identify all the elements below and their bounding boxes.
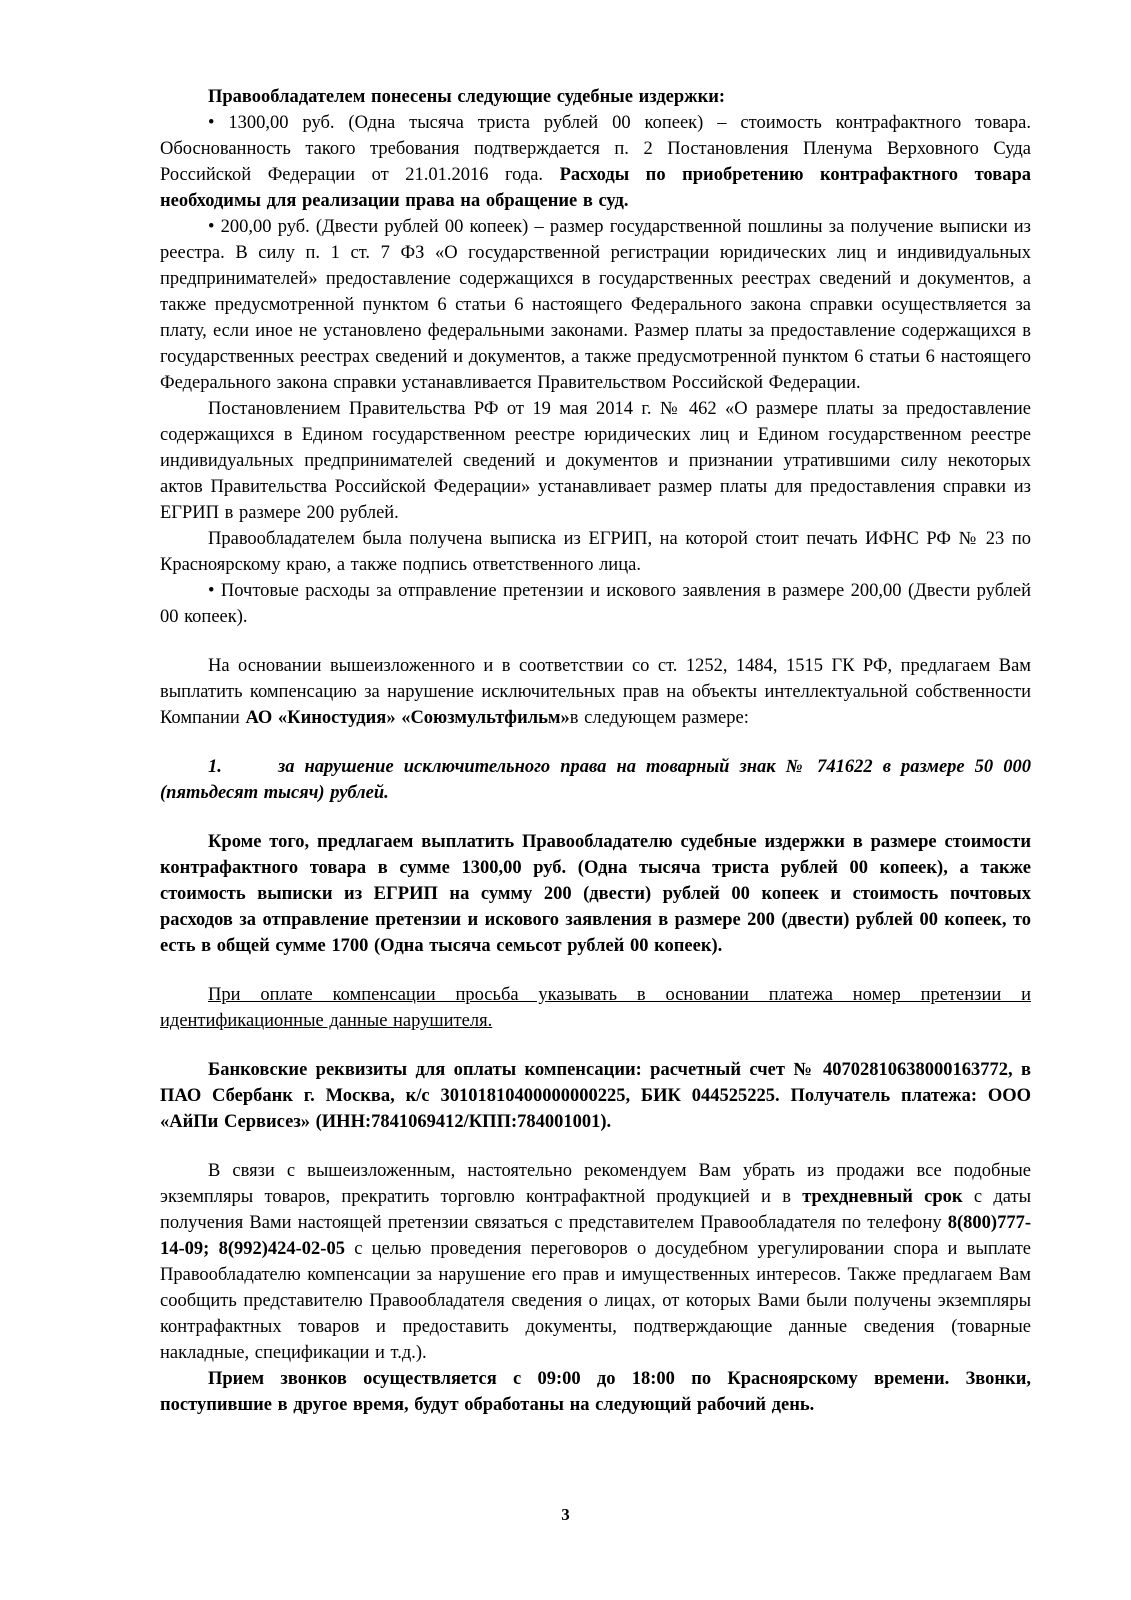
text-run: Правообладателем была получена выписка из ЕГРИП, на которой стоит печать ИФНС РФ № 23 по Красноярскому краю, а также подпись ответственного лица.: [160, 529, 1031, 575]
text-run: Прием звонков осуществляется с 09:00 до 18:00 по Красноярскому времени. Звонки, поступившие в другое время, будут обработаны на следующий рабочий день.: [160, 1369, 1031, 1415]
text-run: При оплате компенсации просьба указывать в основании платежа номер претензии и идентификационные данные нарушителя.: [160, 985, 1031, 1031]
paragraph-compensation-demand: [160, 653, 1031, 731]
text-run-bold: Расходы по приобретению контрафактного товара необходимы для реализации права на обращение в суд.: [160, 165, 1031, 211]
text-run: с даты получения Вами настоящей претензии связаться с представителем Правообладателя по телефону: [160, 1187, 1031, 1233]
text-run: • 1300,00 руб. (Одна тысяча триста рублей 00 копеек) – стоимость контрафактного товара. Обоснованность такого требования подтверждается п. 2 Постановления Пленума Верховного Суда Российской Федерации от 21.01.2016 года.: [160, 113, 1031, 185]
text-run: Банковские реквизиты для оплаты компенсации: расчетный счет № 40702810638000163772, в ПАО Сбербанк г. Москва, к/с 30101810400000000225, БИК 044525225. Получатель платежа: ООО «АйПи Сервисез» (ИНН:7841069412/КПП:784001001).: [160, 1060, 1031, 1132]
paragraph-payment-reference-note: [160, 982, 1031, 1034]
phone-numbers: 8(800)777-14-09; 8(992)424-02-05: [160, 1213, 1031, 1259]
paragraph-bullet-counterfeit-cost: [160, 110, 1031, 214]
paragraph-costs-heading: [160, 84, 1031, 110]
text-run: за нарушение исключительного права на товарный знак № 741622 в размере 50 000 (пятьдесят тысяч) рублей.: [160, 757, 1031, 803]
text-run: Кроме того, предлагаем выплатить Правообладателю судебные издержки в размере стоимости контрафактного товара в сумме 1300,00 руб. (Одна тысяча триста рублей 00 копеек), а также стоимость выписки из ЕГРИП на сумму 200 (двести) рублей 00 копеек и стоимость почтовых расходов за отправление претензии и искового заявления в размере 200 (двести) рублей 00 копеек, то есть в общей сумме 1700 (Одна тысяча семьсот рублей 00 копеек).: [160, 832, 1031, 956]
text-run: На основании вышеизложенного и в соответствии со ст. 1252, 1484, 1515 ГК РФ, предлагаем Вам выплатить компенсацию за нарушение исключительных прав на объекты интеллектуальной собственности Компании: [160, 656, 1031, 728]
page-number: 3: [561, 1505, 570, 1524]
paragraph-claim-item-1: [160, 754, 1031, 806]
paragraph-government-decree: [160, 396, 1031, 526]
paragraph-bullet-postal-costs: [160, 578, 1031, 630]
text-run: В связи с вышеизложенным, настоятельно рекомендуем Вам убрать из продажи все подобные экземпляры товаров, прекратить торговлю контрафактной продукцией и в: [160, 1161, 1031, 1207]
claim-item-number: 1.: [208, 757, 222, 777]
text-run: в следующем размере:: [569, 708, 749, 728]
text-run: • 200,00 руб. (Двести рублей 00 копеек) – размер государственной пошлины за получение выписки из реестра. В силу п. 1 ст. 7 ФЗ «О государственной регистрации юридических лиц и индивидуальных предпринимателей» предоставление содержащихся в государственных реестрах сведений и документов, а также предусмотренной пунктом 6 статьи 6 настоящего Федерального закона справки осуществляется за плату, если иное не установлено федеральными законами. Размер платы за предоставление содержащихся в государственных реестрах сведений и документов, а также предусмотренной пунктом 6 статьи 6 настоящего Федерального закона справки устанавливается Правительством Российской Федерации.: [160, 217, 1031, 393]
text-run: Правообладателем понесены следующие судебные издержки:: [208, 87, 726, 107]
paragraph-call-hours: [160, 1366, 1031, 1418]
deadline-term: трехдневный срок: [802, 1187, 963, 1207]
paragraph-legal-costs-summary: [160, 829, 1031, 959]
paragraph-egrip-extract: [160, 526, 1031, 578]
company-name: АО «Киностудия» «Союзмультфильм»: [245, 708, 570, 728]
paragraph-cease-and-desist: [160, 1158, 1031, 1366]
text-run: Постановлением Правительства РФ от 19 мая 2014 г. № 462 «О размере платы за предоставление содержащихся в Едином государственном реестре юридических лиц и Едином государственном реестре индивидуальных предпринимателей сведений и документов и признании утратившими силу некоторых актов Правительства Российской Федерации» устанавливает размер платы для предоставления справки из ЕГРИП в размере 200 рублей.: [160, 399, 1031, 523]
text-run: • Почтовые расходы за отправление претензии и искового заявления в размере 200,00 (Двести рублей 00 копеек).: [160, 581, 1031, 627]
text-run: с целью проведения переговоров о досудебном урегулировании спора и выплате Правообладателю компенсации за нарушение его прав и имущественных интересов. Также предлагаем Вам сообщить представителю Правообладателя сведения о лицах, от которых Вами были получены экземпляры контрафактных товаров и предоставить документы, подтверждающие данные сведения (товарные накладные, спецификации и т.д.).: [160, 1239, 1031, 1363]
paragraph-bank-details: [160, 1057, 1031, 1135]
paragraph-bullet-state-fee: [160, 214, 1031, 396]
